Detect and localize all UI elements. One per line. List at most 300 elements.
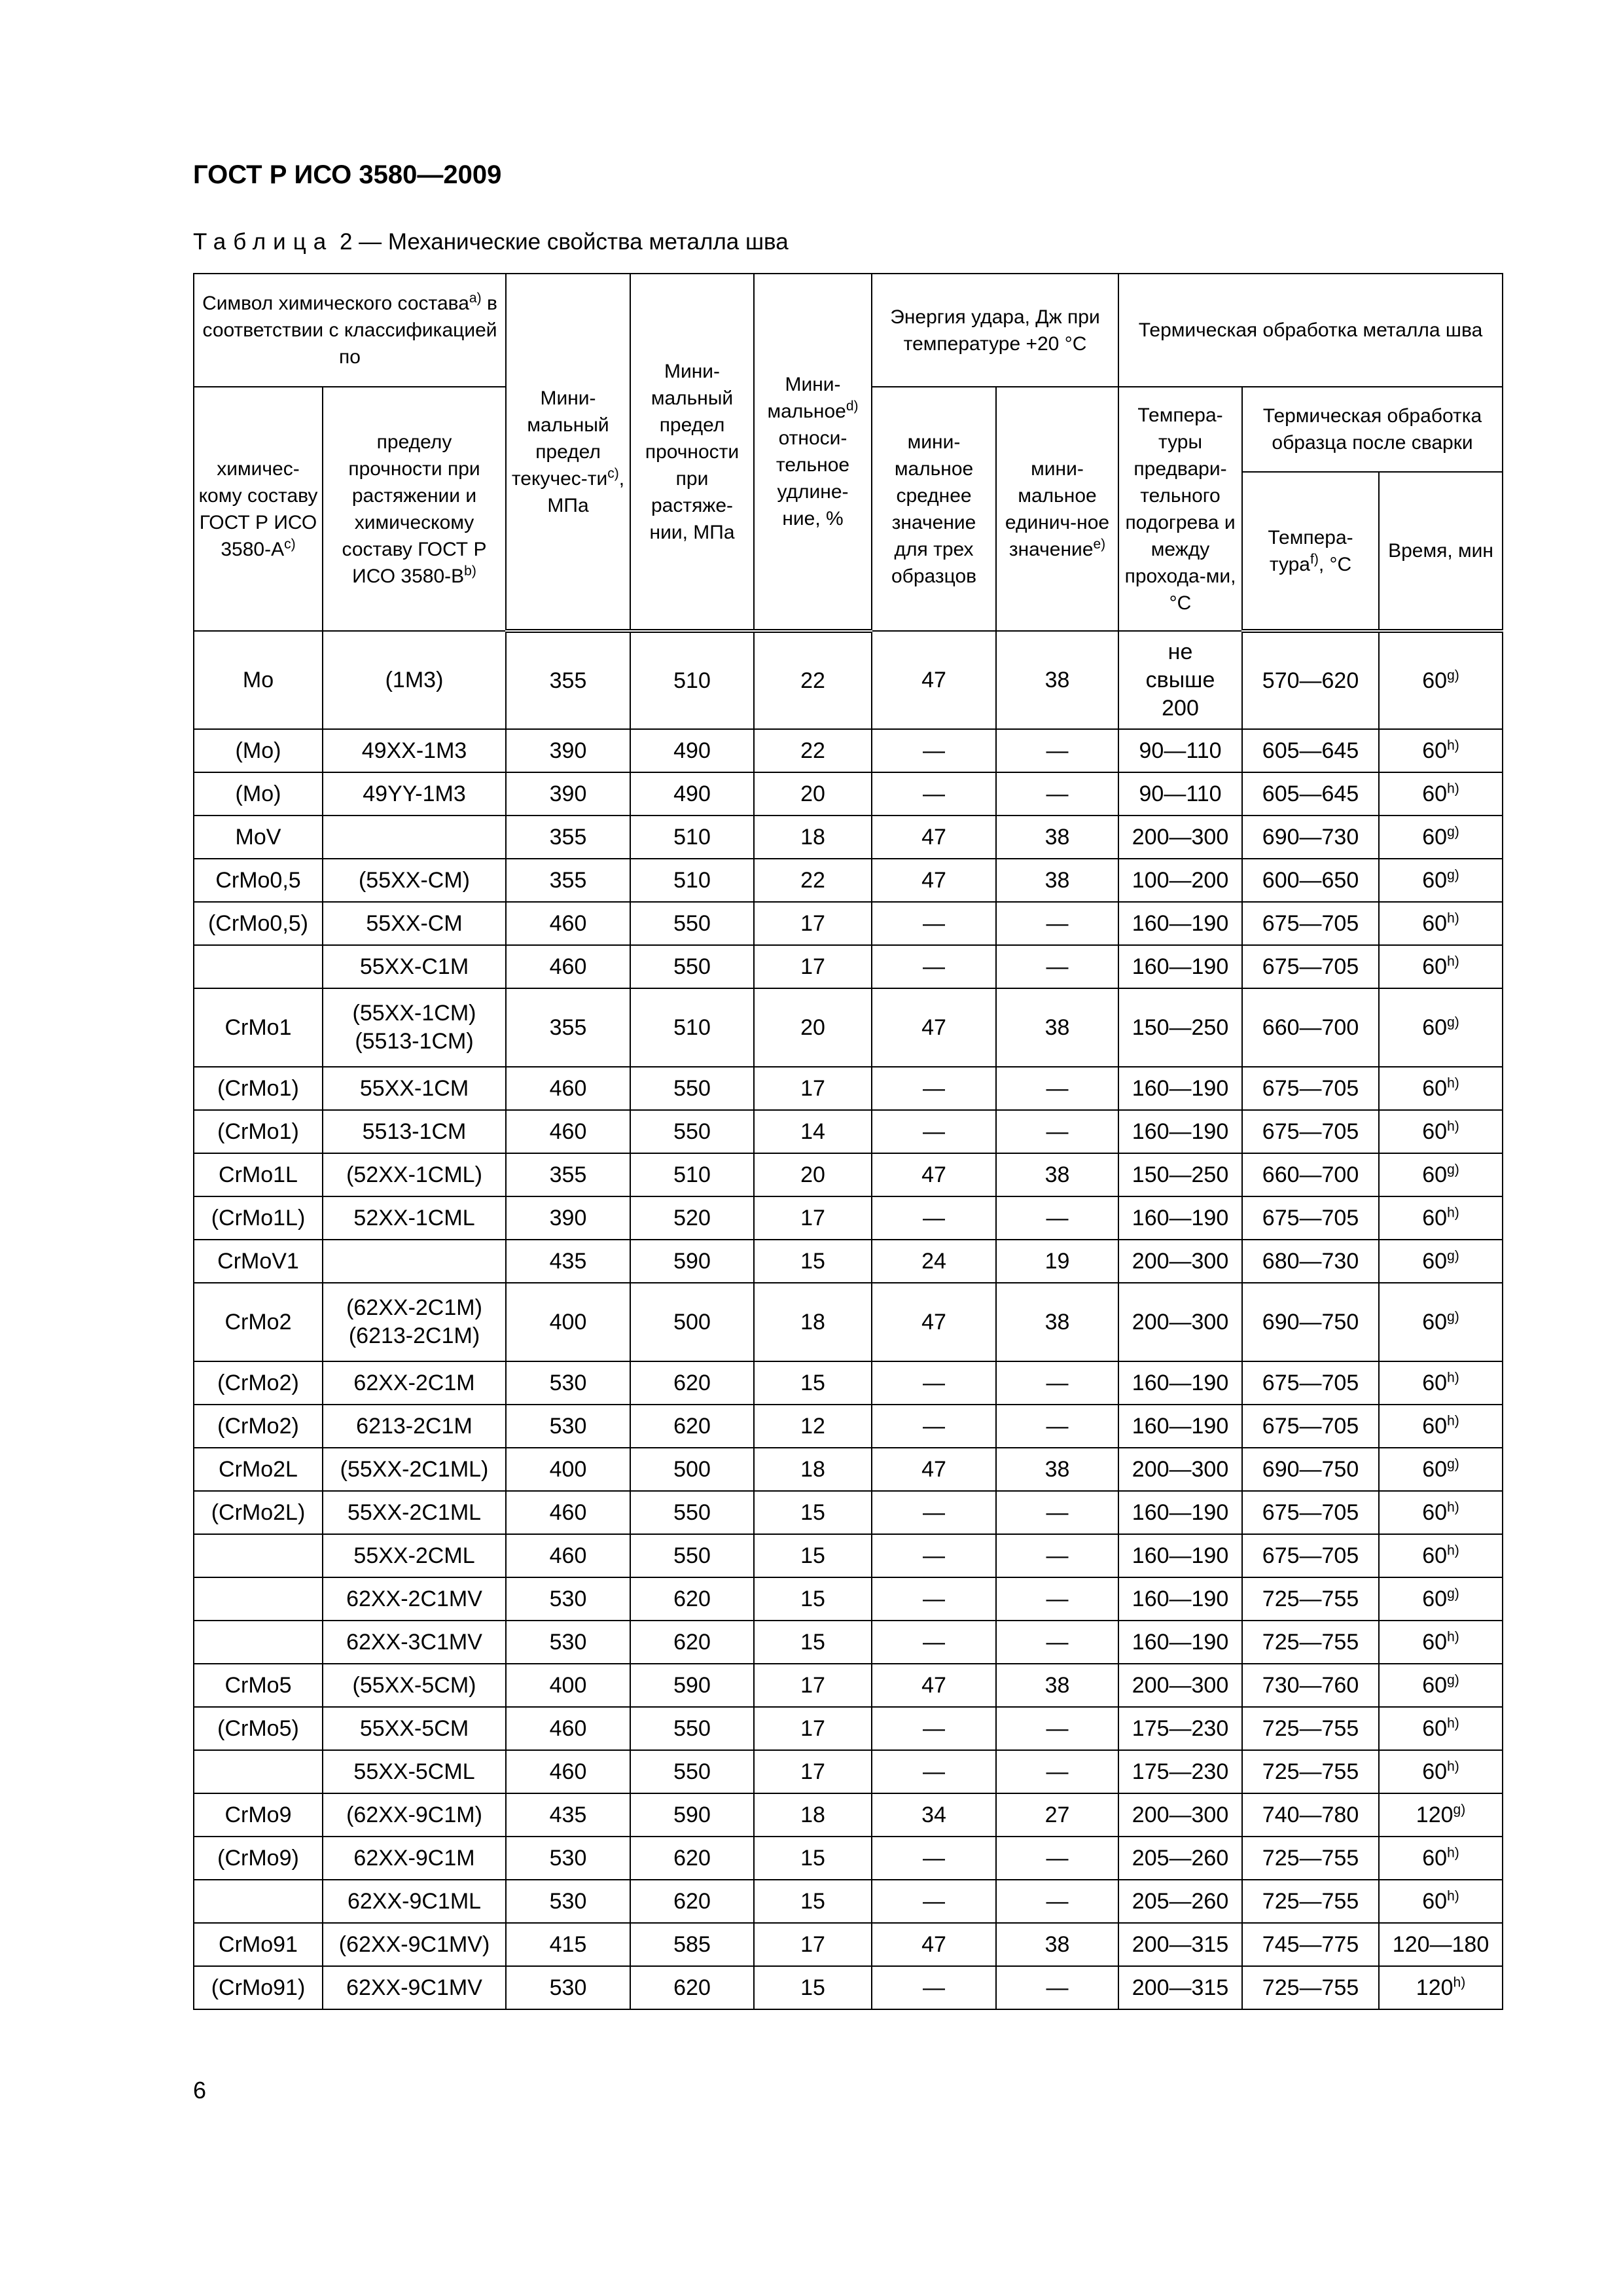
cell-chem-symbol xyxy=(194,1621,323,1664)
cell-pwht-temperature: 675—705 xyxy=(1242,1067,1379,1110)
cell-preheat: 160—190 xyxy=(1118,945,1242,988)
cell-tensile: 490 xyxy=(630,772,754,816)
cell-chem-symbol: (CrMo0,5) xyxy=(194,902,323,945)
cell-elongation: 17 xyxy=(754,1923,872,1966)
cell-yield: 390 xyxy=(506,772,630,816)
cell-tensile: 510 xyxy=(630,859,754,902)
document-header: ГОСТ Р ИСО 3580—2009 xyxy=(193,160,502,189)
cell-elongation: 14 xyxy=(754,1110,872,1153)
cell-chem-symbol: CrMo2 xyxy=(194,1283,323,1361)
cell-impact-single: 38 xyxy=(996,859,1118,902)
cell-impact-single: 38 xyxy=(996,631,1118,729)
cell-preheat: 160—190 xyxy=(1118,1067,1242,1110)
cell-preheat: 200—300 xyxy=(1118,816,1242,859)
cell-strength-symbol: (55XX-2C1ML) xyxy=(323,1448,506,1491)
cell-preheat: 205—260 xyxy=(1118,1880,1242,1923)
cell-pwht-temperature: 740—780 xyxy=(1242,1793,1379,1837)
cell-yield: 530 xyxy=(506,1837,630,1880)
cell-impact-average: — xyxy=(872,1577,996,1621)
table-row xyxy=(194,1837,1503,1880)
cell-impact-single: — xyxy=(996,1837,1118,1880)
cell-pwht-time: 60$^{h)}$ xyxy=(1379,1067,1503,1110)
cell-preheat: 160—190 xyxy=(1118,1621,1242,1664)
cell-yield: 355 xyxy=(506,1153,630,1196)
cell-impact-average: — xyxy=(872,1405,996,1448)
cell-elongation: 20 xyxy=(754,772,872,816)
cell-pwht-time: 60$^{g)}$ xyxy=(1379,859,1503,902)
header-pwht-temperature: Темпера-тура$^{f)}$, °С xyxy=(1242,472,1379,631)
cell-strength-symbol: (55XX-CM) xyxy=(323,859,506,902)
cell-elongation: 15 xyxy=(754,1361,872,1405)
cell-impact-single: — xyxy=(996,1405,1118,1448)
cell-chem-symbol: (CrMo1) xyxy=(194,1110,323,1153)
cell-pwht-time: 120—180 xyxy=(1379,1923,1503,1966)
cell-chem-symbol: (CrMo1) xyxy=(194,1067,323,1110)
cell-pwht-temperature: 725—755 xyxy=(1242,1707,1379,1750)
cell-impact-single: — xyxy=(996,1110,1118,1153)
cell-tensile: 620 xyxy=(630,1966,754,2009)
cell-strength-symbol: 6213-2C1M xyxy=(323,1405,506,1448)
cell-strength-symbol: 49YY-1M3 xyxy=(323,772,506,816)
table-row xyxy=(194,772,1503,816)
cell-elongation: 15 xyxy=(754,1621,872,1664)
table-row xyxy=(194,1405,1503,1448)
footnote-marker: g) xyxy=(1447,824,1459,840)
cell-pwht-temperature: 600—650 xyxy=(1242,859,1379,902)
cell-tensile: 490 xyxy=(630,729,754,772)
header-impact-single: мини-мальное единич-ное значение$^{e)}$ xyxy=(996,387,1118,631)
cell-pwht-temperature: 680—730 xyxy=(1242,1240,1379,1283)
caption-number: 2 xyxy=(339,229,353,255)
cell-pwht-temperature: 660—700 xyxy=(1242,988,1379,1067)
cell-pwht-time: 120$^{h)}$ xyxy=(1379,1966,1503,2009)
cell-strength-symbol xyxy=(323,1240,506,1283)
cell-elongation: 17 xyxy=(754,1067,872,1110)
cell-preheat: 175—230 xyxy=(1118,1707,1242,1750)
cell-strength-symbol: 55XX-C1M xyxy=(323,945,506,988)
cell-impact-average: — xyxy=(872,1491,996,1534)
table-row xyxy=(194,945,1503,988)
cell-chem-symbol xyxy=(194,1577,323,1621)
cell-strength-symbol: (1M3) xyxy=(323,631,506,729)
cell-preheat: 160—190 xyxy=(1118,1577,1242,1621)
cell-strength-symbol: (62XX-2C1M) (6213-2C1M) xyxy=(323,1283,506,1361)
cell-tensile: 510 xyxy=(630,988,754,1067)
cell-yield: 355 xyxy=(506,859,630,902)
cell-elongation: 17 xyxy=(754,1664,872,1707)
cell-pwht-time: 60$^{h)}$ xyxy=(1379,729,1503,772)
cell-strength-symbol: 55XX-5CML xyxy=(323,1750,506,1793)
cell-preheat: 90—110 xyxy=(1118,772,1242,816)
table-row xyxy=(194,1110,1503,1153)
cell-yield: 355 xyxy=(506,631,630,729)
cell-pwht-temperature: 690—730 xyxy=(1242,816,1379,859)
cell-strength-symbol: 62XX-3C1MV xyxy=(323,1621,506,1664)
cell-pwht-temperature: 725—755 xyxy=(1242,1966,1379,2009)
cell-pwht-time: 120$^{g)}$ xyxy=(1379,1793,1503,1837)
cell-impact-average: — xyxy=(872,1966,996,2009)
cell-impact-single: — xyxy=(996,729,1118,772)
table-row xyxy=(194,1067,1503,1110)
cell-pwht-temperature: 675—705 xyxy=(1242,1196,1379,1240)
table-row xyxy=(194,1491,1503,1534)
cell-strength-symbol: 55XX-2CML xyxy=(323,1534,506,1577)
footnote-marker: g) xyxy=(1447,668,1459,683)
cell-strength-symbol: (52XX-1CML) xyxy=(323,1153,506,1196)
cell-chem-symbol xyxy=(194,1880,323,1923)
cell-pwht-time: 60$^{g)}$ xyxy=(1379,1153,1503,1196)
cell-pwht-temperature: 725—755 xyxy=(1242,1577,1379,1621)
cell-elongation: 20 xyxy=(754,1153,872,1196)
cell-impact-average: 47 xyxy=(872,1283,996,1361)
table-row xyxy=(194,631,1503,729)
cell-chem-symbol: Mo xyxy=(194,631,323,729)
footnote-marker: g) xyxy=(1453,1802,1466,1818)
cell-elongation: 22 xyxy=(754,631,872,729)
footnote-marker: g) xyxy=(1447,1014,1459,1030)
cell-tensile: 510 xyxy=(630,631,754,729)
cell-elongation: 15 xyxy=(754,1491,872,1534)
cell-impact-single: 38 xyxy=(996,1664,1118,1707)
footnote-marker: h) xyxy=(1447,1370,1459,1386)
cell-impact-average: — xyxy=(872,1110,996,1153)
cell-elongation: 15 xyxy=(754,1534,872,1577)
table-row xyxy=(194,859,1503,902)
cell-yield: 460 xyxy=(506,1067,630,1110)
cell-impact-single: — xyxy=(996,945,1118,988)
cell-impact-average: — xyxy=(872,1361,996,1405)
cell-preheat: 160—190 xyxy=(1118,902,1242,945)
cell-preheat: 160—190 xyxy=(1118,1534,1242,1577)
cell-strength-symbol: 62XX-9C1ML xyxy=(323,1880,506,1923)
cell-elongation: 18 xyxy=(754,1793,872,1837)
footnote-marker: h) xyxy=(1447,1075,1459,1091)
cell-strength-symbol xyxy=(323,816,506,859)
cell-pwht-temperature: 725—755 xyxy=(1242,1880,1379,1923)
cell-pwht-time: 60$^{h)}$ xyxy=(1379,1621,1503,1664)
cell-preheat: 200—300 xyxy=(1118,1240,1242,1283)
footnote-marker: h) xyxy=(1447,1888,1459,1904)
footnote-marker: h) xyxy=(1447,1205,1459,1221)
cell-pwht-time: 60$^{g)}$ xyxy=(1379,1577,1503,1621)
cell-tensile: 550 xyxy=(630,1491,754,1534)
cell-chem-symbol: CrMo1 xyxy=(194,988,323,1067)
cell-impact-average: — xyxy=(872,772,996,816)
cell-pwht-time: 60$^{h)}$ xyxy=(1379,1534,1503,1577)
cell-pwht-time: 60$^{g)}$ xyxy=(1379,1283,1503,1361)
cell-tensile: 585 xyxy=(630,1923,754,1966)
cell-tensile: 550 xyxy=(630,1750,754,1793)
cell-pwht-time: 60$^{g)}$ xyxy=(1379,988,1503,1067)
cell-yield: 355 xyxy=(506,816,630,859)
cell-impact-single: — xyxy=(996,1067,1118,1110)
cell-yield: 390 xyxy=(506,729,630,772)
cell-tensile: 510 xyxy=(630,816,754,859)
cell-impact-single: 38 xyxy=(996,1283,1118,1361)
cell-tensile: 510 xyxy=(630,1153,754,1196)
cell-pwht-time: 60$^{h)}$ xyxy=(1379,1110,1503,1153)
cell-strength-symbol: 62XX-9C1MV xyxy=(323,1966,506,2009)
cell-strength-symbol: (62XX-9C1MV) xyxy=(323,1923,506,1966)
cell-impact-average: 47 xyxy=(872,859,996,902)
cell-elongation: 17 xyxy=(754,1750,872,1793)
cell-pwht-time: 60$^{h)}$ xyxy=(1379,1880,1503,1923)
footnote-marker: g) xyxy=(1447,1248,1459,1264)
cell-yield: 460 xyxy=(506,1534,630,1577)
table-row xyxy=(194,1923,1503,1966)
cell-chem-symbol: CrMo0,5 xyxy=(194,859,323,902)
cell-pwht-temperature: 675—705 xyxy=(1242,945,1379,988)
cell-pwht-temperature: 690—750 xyxy=(1242,1283,1379,1361)
cell-preheat: 160—190 xyxy=(1118,1110,1242,1153)
header-heat-treatment-group: Термическая обработка металла шва xyxy=(1118,274,1503,387)
cell-preheat: 200—315 xyxy=(1118,1966,1242,2009)
cell-preheat: 200—300 xyxy=(1118,1283,1242,1361)
cell-yield: 530 xyxy=(506,1880,630,1923)
cell-pwht-temperature: 745—775 xyxy=(1242,1923,1379,1966)
mechanical-properties-table xyxy=(193,273,1503,2010)
cell-pwht-time: 60$^{h)}$ xyxy=(1379,945,1503,988)
footnote-marker: h) xyxy=(1447,1413,1459,1429)
cell-chem-symbol: CrMo1L xyxy=(194,1153,323,1196)
cell-pwht-temperature: 660—700 xyxy=(1242,1153,1379,1196)
cell-strength-symbol: 62XX-2C1M xyxy=(323,1361,506,1405)
footnote-marker: h) xyxy=(1447,1543,1459,1558)
footnote-marker: h) xyxy=(1447,781,1459,797)
cell-elongation: 12 xyxy=(754,1405,872,1448)
cell-strength-symbol: 55XX-2C1ML xyxy=(323,1491,506,1534)
cell-chem-symbol: (CrMo1L) xyxy=(194,1196,323,1240)
cell-strength-symbol: (55XX-5CM) xyxy=(323,1664,506,1707)
cell-pwht-time: 60$^{h)}$ xyxy=(1379,1837,1503,1880)
cell-yield: 530 xyxy=(506,1577,630,1621)
table-row xyxy=(194,1707,1503,1750)
cell-pwht-temperature: 730—760 xyxy=(1242,1664,1379,1707)
cell-pwht-time: 60$^{h)}$ xyxy=(1379,1361,1503,1405)
header-pwht-time: Время, мин xyxy=(1379,472,1503,631)
cell-impact-single: — xyxy=(996,1491,1118,1534)
table-row xyxy=(194,1534,1503,1577)
cell-impact-single: 38 xyxy=(996,816,1118,859)
caption-word: Таблица xyxy=(193,229,334,255)
cell-impact-average: 47 xyxy=(872,1448,996,1491)
cell-impact-average: 47 xyxy=(872,816,996,859)
table-caption xyxy=(193,229,789,255)
cell-elongation: 18 xyxy=(754,1448,872,1491)
footnote-marker: h) xyxy=(1447,954,1459,969)
cell-tensile: 550 xyxy=(630,902,754,945)
cell-pwht-temperature: 605—645 xyxy=(1242,729,1379,772)
cell-impact-average: — xyxy=(872,1880,996,1923)
cell-strength-symbol: (62XX-9C1M) xyxy=(323,1793,506,1837)
cell-tensile: 550 xyxy=(630,945,754,988)
table-row xyxy=(194,1880,1503,1923)
footnote-marker: h) xyxy=(1447,1499,1459,1515)
footnote-marker: g) xyxy=(1447,1162,1459,1177)
cell-preheat: 160—190 xyxy=(1118,1405,1242,1448)
cell-yield: 435 xyxy=(506,1793,630,1837)
cell-yield: 460 xyxy=(506,1110,630,1153)
cell-impact-average: 47 xyxy=(872,1923,996,1966)
cell-pwht-time: 60$^{h)}$ xyxy=(1379,1707,1503,1750)
cell-impact-average: — xyxy=(872,1707,996,1750)
cell-impact-single: — xyxy=(996,1534,1118,1577)
cell-preheat: 200—300 xyxy=(1118,1664,1242,1707)
cell-tensile: 620 xyxy=(630,1837,754,1880)
table-row xyxy=(194,988,1503,1067)
cell-yield: 400 xyxy=(506,1283,630,1361)
cell-preheat: 200—300 xyxy=(1118,1448,1242,1491)
header-symbol-group: Символ химического состава$^{a)}$ в соответствии с классификацией по xyxy=(194,274,506,387)
cell-tensile: 620 xyxy=(630,1361,754,1405)
cell-impact-average: 34 xyxy=(872,1793,996,1837)
cell-elongation: 15 xyxy=(754,1837,872,1880)
page-number: 6 xyxy=(193,2077,207,2104)
cell-impact-average: 24 xyxy=(872,1240,996,1283)
cell-chem-symbol: (Mo) xyxy=(194,729,323,772)
cell-chem-symbol xyxy=(194,945,323,988)
cell-tensile: 550 xyxy=(630,1110,754,1153)
cell-preheat: 200—300 xyxy=(1118,1793,1242,1837)
cell-impact-average: — xyxy=(872,729,996,772)
header-strength-classification: пределу прочности при растяжении и химическому составу ГОСТ Р ИСО $3580-В^{b)}$ xyxy=(323,387,506,631)
table-row xyxy=(194,729,1503,772)
cell-strength-symbol: 55XX-1CM xyxy=(323,1067,506,1110)
cell-chem-symbol xyxy=(194,1534,323,1577)
cell-strength-symbol: 62XX-9C1M xyxy=(323,1837,506,1880)
cell-pwht-temperature: 675—705 xyxy=(1242,1361,1379,1405)
cell-elongation: 18 xyxy=(754,816,872,859)
cell-chem-symbol: MoV xyxy=(194,816,323,859)
cell-elongation: 22 xyxy=(754,729,872,772)
table-body xyxy=(194,631,1503,2009)
cell-impact-average: — xyxy=(872,902,996,945)
cell-impact-single: 38 xyxy=(996,988,1118,1067)
footnote-marker: g) xyxy=(1447,1309,1459,1325)
cell-pwht-temperature: 725—755 xyxy=(1242,1750,1379,1793)
cell-pwht-time: 60$^{g)}$ xyxy=(1379,631,1503,729)
cell-strength-symbol: 55XX-CM xyxy=(323,902,506,945)
table-row xyxy=(194,1361,1503,1405)
table-row xyxy=(194,1664,1503,1707)
cell-tensile: 500 xyxy=(630,1283,754,1361)
cell-preheat: 200—315 xyxy=(1118,1923,1242,1966)
table-row xyxy=(194,1240,1503,1283)
cell-preheat: не свыше 200 xyxy=(1118,631,1242,729)
cell-pwht-temperature: 605—645 xyxy=(1242,772,1379,816)
footnote-marker: h) xyxy=(1447,738,1459,753)
header-elongation: Мини-мальное$^{d)}$ относи-тельное удлине-ние, % xyxy=(754,274,872,631)
header-chem-composition: химичес-кому составу ГОСТ Р ИСО $3580-А^{c)}$ xyxy=(194,387,323,631)
cell-impact-single: 27 xyxy=(996,1793,1118,1837)
cell-strength-symbol: 55XX-5CM xyxy=(323,1707,506,1750)
footnote-marker: g) xyxy=(1447,1456,1459,1472)
cell-tensile: 590 xyxy=(630,1664,754,1707)
cell-impact-average: 47 xyxy=(872,631,996,729)
cell-pwht-time: 60$^{h)}$ xyxy=(1379,1491,1503,1534)
table-row xyxy=(194,1448,1503,1491)
cell-chem-symbol xyxy=(194,1750,323,1793)
cell-chem-symbol: (CrMo2) xyxy=(194,1361,323,1405)
cell-preheat: 100—200 xyxy=(1118,859,1242,902)
table-row xyxy=(194,1793,1503,1837)
table-row xyxy=(194,1750,1503,1793)
cell-pwht-time: 60$^{g)}$ xyxy=(1379,1240,1503,1283)
cell-tensile: 500 xyxy=(630,1448,754,1491)
cell-pwht-temperature: 675—705 xyxy=(1242,902,1379,945)
cell-pwht-temperature: 675—705 xyxy=(1242,1491,1379,1534)
cell-impact-average: — xyxy=(872,1621,996,1664)
header-pwht-group: Термическая обработка образца после сварки xyxy=(1242,387,1503,472)
cell-chem-symbol: (CrMo9) xyxy=(194,1837,323,1880)
cell-chem-symbol: (Mo) xyxy=(194,772,323,816)
table-row xyxy=(194,1196,1503,1240)
cell-elongation: 15 xyxy=(754,1966,872,2009)
cell-yield: 355 xyxy=(506,988,630,1067)
cell-yield: 530 xyxy=(506,1405,630,1448)
cell-pwht-time: 60$^{h)}$ xyxy=(1379,772,1503,816)
cell-elongation: 15 xyxy=(754,1880,872,1923)
cell-pwht-time: 60$^{h)}$ xyxy=(1379,1196,1503,1240)
cell-chem-symbol: CrMo91 xyxy=(194,1923,323,1966)
cell-impact-single: — xyxy=(996,902,1118,945)
cell-impact-single: 38 xyxy=(996,1448,1118,1491)
cell-elongation: 18 xyxy=(754,1283,872,1361)
cell-yield: 460 xyxy=(506,902,630,945)
cell-pwht-temperature: 690—750 xyxy=(1242,1448,1379,1491)
cell-impact-average: — xyxy=(872,1750,996,1793)
cell-impact-single: — xyxy=(996,1621,1118,1664)
cell-pwht-time: 60$^{h)}$ xyxy=(1379,1405,1503,1448)
cell-impact-single: — xyxy=(996,1196,1118,1240)
cell-yield: 390 xyxy=(506,1196,630,1240)
cell-preheat: 160—190 xyxy=(1118,1196,1242,1240)
cell-pwht-time: 60$^{g)}$ xyxy=(1379,1664,1503,1707)
cell-elongation: 22 xyxy=(754,859,872,902)
cell-yield: 530 xyxy=(506,1361,630,1405)
cell-tensile: 550 xyxy=(630,1067,754,1110)
cell-yield: 460 xyxy=(506,1750,630,1793)
table-row xyxy=(194,1621,1503,1664)
footnote-marker: g) xyxy=(1447,867,1459,883)
cell-tensile: 620 xyxy=(630,1621,754,1664)
table-row xyxy=(194,816,1503,859)
cell-yield: 400 xyxy=(506,1448,630,1491)
footnote-marker: h) xyxy=(1447,910,1459,926)
cell-chem-symbol: (CrMo91) xyxy=(194,1966,323,2009)
cell-yield: 460 xyxy=(506,945,630,988)
footnote-marker: g) xyxy=(1447,1672,1459,1688)
cell-yield: 435 xyxy=(506,1240,630,1283)
cell-preheat: 150—250 xyxy=(1118,988,1242,1067)
cell-pwht-time: 60$^{g)}$ xyxy=(1379,816,1503,859)
cell-elongation: 17 xyxy=(754,1707,872,1750)
cell-pwht-temperature: 725—755 xyxy=(1242,1621,1379,1664)
cell-yield: 530 xyxy=(506,1966,630,2009)
cell-pwht-time: 60$^{g)}$ xyxy=(1379,1448,1503,1491)
cell-pwht-temperature: 675—705 xyxy=(1242,1110,1379,1153)
header-impact-group: Энергия удара, Дж при температуре +20 °С xyxy=(872,274,1118,387)
footnote-marker: g) xyxy=(1447,1586,1459,1602)
table-row xyxy=(194,1283,1503,1361)
cell-impact-average: — xyxy=(872,1067,996,1110)
cell-chem-symbol: (CrMo2) xyxy=(194,1405,323,1448)
table-row xyxy=(194,1153,1503,1196)
header-tensile-strength: Мини-мальный предел прочности при растяже-нии, МПа xyxy=(630,274,754,631)
footnote-marker: h) xyxy=(1447,1715,1459,1731)
cell-tensile: 620 xyxy=(630,1405,754,1448)
cell-impact-average: 47 xyxy=(872,1153,996,1196)
